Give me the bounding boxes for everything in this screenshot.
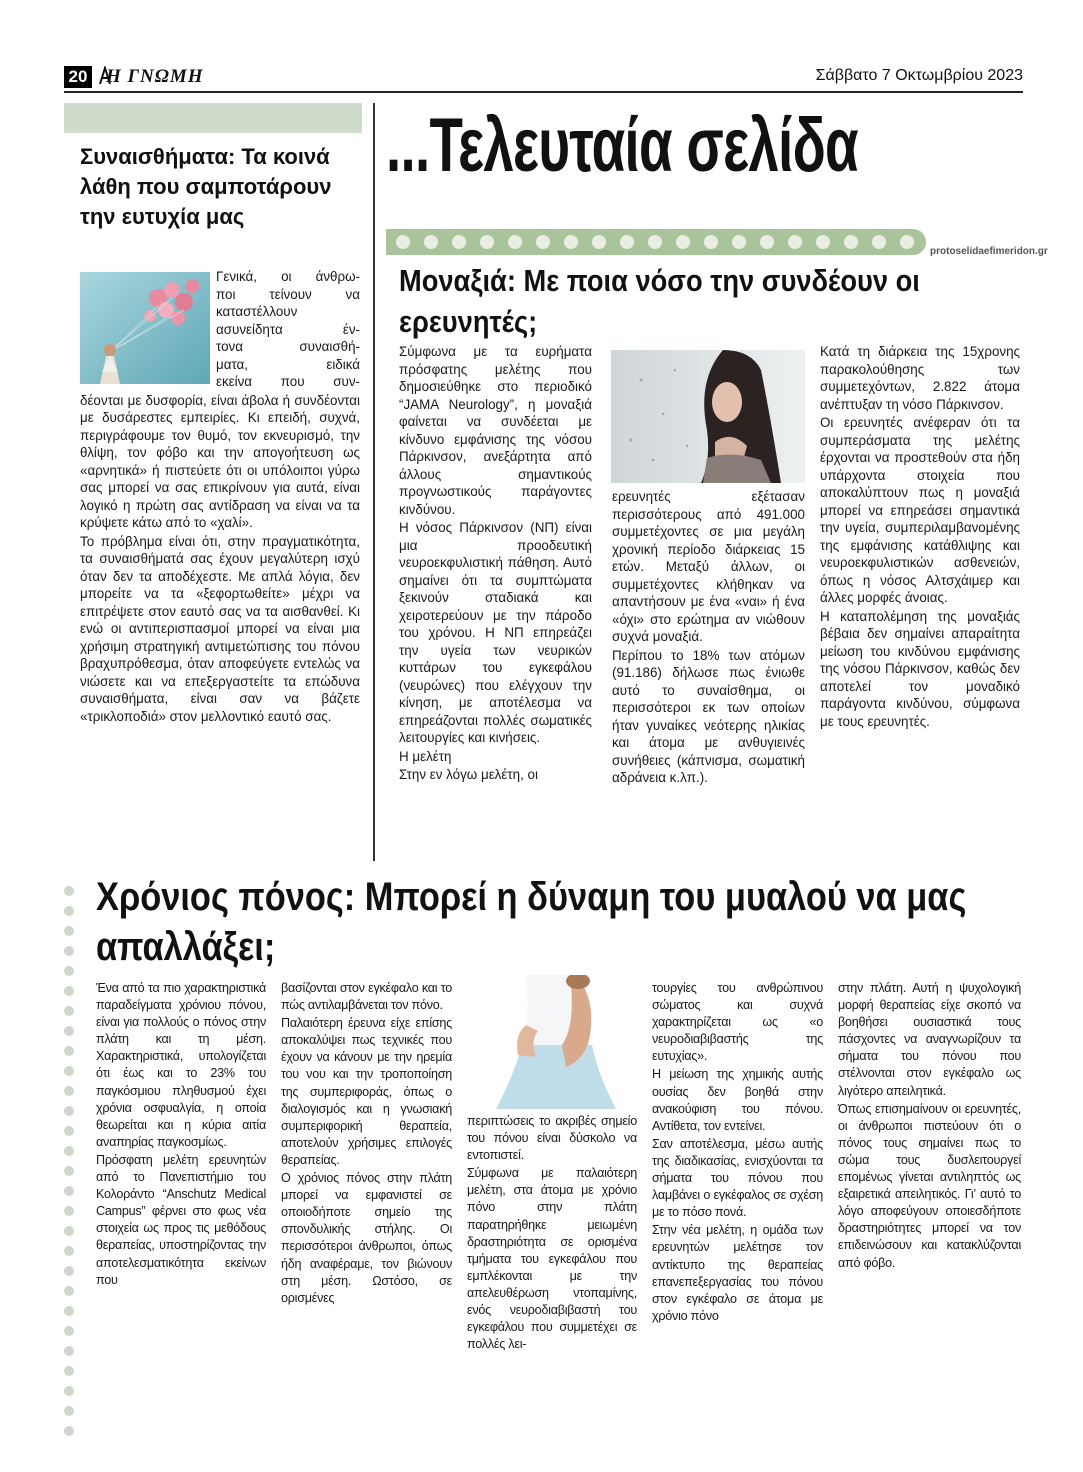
decorative-dots-column [62,880,76,1440]
pain-c5-p1: στην πλάτη. Αυτή η ψυχολογική μορφή θεραπείας είχε σκοπό να βοηθήσει ουσιαστικά τους πάσχοντες να αναγνωρίζουν τα σήματα του πόνου που στέλνονται στον εγκέφαλο ως λιγότερο απειλητικά. [838,981,1021,1098]
emotions-paragraph-3: Το πρόβλημα είναι ότι, στην πραγματικότητα, τα συναισθήματά σας έχουν μεγαλύτερη ισχύ όταν δεν τα αποδέχεστε. Με απλά λόγια, δεν μπορείτε να τα «ξεφορτωθείτε» μέχρι να επιτρέψετε στον εαυτό σας να τα αισθανθεί. Κι ενώ οι αντιπερισπασμοί μπορεί να είναι μια χρήσιμη στρατηγική αντιμετώπισης του πόνου βραχυπρόθεσμα, όταν αποφεύγετε εντελώς να νιώσετε και να επεξεργαστείτε τα επώδυνα συναισθήματα, είναι σαν να βάζετε «τρικλοποδιά» στον μελλοντικό εαυτό σας. [80,533,360,724]
loneliness-c2-p1: ερευνητές εξέτασαν περισσότερους από 491.000 συμμετέχοντες σε μια μεγάλη χρονική περίοδο διάρκειας 15 ετών. Μεταξύ άλλων, οι συμμετέχοντες κλήθηκαν να απαντήσουν με ένα «ναι» ή ένα «όχι» στο ερώτημα αν νιώθουν συχνά μοναξιά. [612,489,805,644]
loneliness-column-2 [612,488,805,787]
emotions-paragraph-2: δέονται με δυσφορία, είναι άβολα ή συνδέονται με δυσάρεστες εμπειρίες. Κι επειδή, συχνά, περιγράφουμε τον θυμό, τον εκνευρισμό, την θλίψη, τον φόβο και την απογοήτευση ως «αρνητικά» ή πιστεύετε ότι οι υπόλοιποι γύρω σας μπορεί να σας επικρίνουν για αυτά, είναι λογικό η πρώτη σας αντίδραση να είναι να τα κρύψετε κάτω από το «χαλί». [80,392,360,530]
loneliness-article-title: Μοναξιά: Με ποια νόσο την συνδέουν οι ερευνητές; [399,263,920,339]
pain-c3-p2: Σύμφωνα με παλαιότερη μελέτη, στα άτομα με χρόνιο πόνο στην πλάτη παρατηρήθηκε μειωμένη δραστηριότητα σε ορισμένα τμήματα του εγκεφάλου που εμπλέκονται με την απελευθέρωση ντοπαμίνης, ενός νευροδιαβιβαστή του εγκεφάλου που συμμετέχει σε πολλές λει- [467,1166,637,1352]
loneliness-c1-p4: Στην εν λόγω μελέτη, οι [399,767,538,782]
pain-column-4 [652,980,823,1325]
loneliness-c1-p1: Σύμφωνα με τα ευρήματα πρόσφατης μελέτης που δημοσιεύθηκε στο περιοδικό “JAMA Neurology”, η μοναξιά φαίνεται να συνδέεται με κίνδυνο εμφάνισης της νόσου Πάρκινσον, ανεξάρτητα από άλλους σημαντικούς προγνωστικούς παράγοντες κινδύνου. [399,344,592,517]
loneliness-c3-p1: Κατά τη διάρκεια της 15χρονης παρακολούθησης των συμμετεχόντων, 2.822 άτομα ανέπτυξαν τη νόσο Πάρκινσον. [820,344,1020,412]
page-number: 20 [64,66,92,88]
pain-c3-p1: περιπτώσεις το ακριβές σημείο του πόνου είναι δύσκολο να εντοπιστεί. [467,1114,637,1163]
loneliness-column-3 [820,343,1020,730]
loneliness-c2-p2: Περίπου το 18% των ατόμων (91.186) δήλωσε πως ένιωθε αυτό το συναίσθημα, οι περισσότεροι εκ των οποίων ήταν γυναίκες νεότερης ηλικίας και άτομα με ανθυγιεινές συνήθειες (κάπνισμα, σωματική αδράνεια κ.λπ.). [612,647,805,785]
decorative-dots-band [386,229,926,255]
pain-c2-p1: βασίζονται στον εγκέφαλο και το πώς αντιλαμβάνεται τον πόνο. [281,981,452,1013]
paper-name: Η ΓΝΩΜΗ [106,66,204,87]
loneliness-c1-p2: Η νόσος Πάρκινσον (ΝΠ) είναι μια προοδευτική νευροεκφυλιστική πάθηση. Αυτό σημαίνει ότι τα συμπτώματα ξεκινούν σταδιακά και χειροτερεύουν με την πάροδο του χρόνου. Η ΝΠ επηρεάζει την υγεία των νευρικών κυττάρων του εγκεφάλου (νευρώνες) που ελέγχουν την κίνηση, με αποτέλεσμα να επηρεάζονται πολλές σωματικές λειτουργίες και κινήσεις. [399,520,592,745]
pain-c1-p1: Ένα από τα πιο χαρακτηριστικά παραδείγματα χρόνιου πόνου, είναι για πολλούς ο πόνος στην πλάτη και τη μέση. Χαρακτηριστικά, υπολογίζεται ότι έως και το 23% του παγκόσμιου πληθυσμού έχει χρόνια οσφυαλγία, η οποία θεωρείται και η κύρια αιτία αναπηρίας παγκοσμίως. [96,981,266,1149]
issue-date: Σάββατο 7 Οκτωμβρίου 2023 [815,67,1023,84]
pain-column-5 [838,980,1021,1272]
pain-c2-p3: Ο χρόνιος πόνος στην πλάτη μπορεί να εμφανιστεί σε οποιοδήποτε σημείο της σπονδυλικής στήλης. Οι περισσότεροι άνθρωποι, όπως ήδη αναφέραμε, τον βιώνουν στη μέση. Ωστόσο, σε ορισμένες [281,1171,452,1305]
pain-c5-p2: Όπως επισημαίνουν οι ερευνητές, οι άνθρωποι πιστεύουν ότι ο πόνος τους σημαίνει πως το σώμα τους δυσλειτουργεί επομένως γίνεται αντιληπτός ως εξαιρετικά απειλητικός. Γι’ αυτό το λόγο αποφεύγουν οποιεσδήποτε δραστηριότητες μπορεί να τον επιδεινώσουν και κατακλύζονται από φόβο. [838,1101,1021,1270]
pain-article-title: Χρόνιος πόνος: Μπορεί η δύναμη του μυαλού να μας απαλλάξει; [96,875,967,969]
loneliness-c3-p2: Οι ερευνητές ανέφεραν ότι τα συμπεράσματα της μελέτης έρχονται να προστεθούν στα ήδη υπάρχοντα στοιχεία που αποκαλύπτουν πως η μοναξιά μπορεί να επηρεάσει σημαντικά την υγεία, συμπεριλαμβανομένης της εμφάνισης κατάθλιψης και νευροεκφυλιστικών ασθενειών, όπως η νόσος Αλτσχάιμερ και άλλες μορφές άνοιας. [820,415,1020,605]
pain-c4-p3: Σαν αποτέλεσμα, μέσω αυτής της διαδικασίας, ενισχύονται τα σήματα του πόνου που λαμβάνει ο εγκέφαλος σε σχέση με το πόσο πονά. [652,1136,823,1220]
column-divider [373,103,375,861]
woman-window-photo [611,350,805,483]
pain-c4-p1: τουργίες του ανθρώπινου σώματος και συχνά χαρακτηρίζεται ως «ο νευροδιαβιβαστής της ευτυχίας». [652,981,823,1064]
emotions-article-title: Συναισθήματα: Τα κοινά λάθη που σαμποτάρουν την ευτυχία μας [80,144,332,229]
loneliness-column-1 [399,343,592,784]
pain-c2-p2: Παλαιότερη έρευνα είχε επίσης αποκαλύψει πως τεχνικές που έχουν να κάνουν με την ηρεμία του νου και την τροποποίηση της συμπεριφοράς, όπως ο διαλογισμός και η γνωσιακή συμπεριφορική θεραπεία, αποτελούν χρήσιμες επιλογές θεραπείας. [281,1016,452,1167]
loneliness-c3-p3: Η καταπολέμηση της μοναξιάς βέβαια δεν σημαίνει απαραίτητα μείωση του κινδύνου εμφάνισης της νόσου Πάρκινσον, καθώς δεν αποτελεί τον μοναδικό παράγοντα κινδύνου, σύμφωνα με τους ερευνητές. [820,608,1020,729]
emotions-article-body [80,268,360,725]
source-watermark: protoselidaefimeridon.gr [930,246,1048,257]
pain-column-3 [467,1113,637,1353]
pain-c4-p4: Στην νέα μελέτη, η ομάδα των ερευνητών μελέτησε τον αντίκτυπο της θεραπείας επανεπεξεργασίας του πόνου στον εγκέφαλο σε άτομα με χρόνιο πόνο [652,1223,823,1323]
section-title: ...Τελευταία σελίδα [386,103,858,188]
pain-c1-p2: Πρόσφατη μελέτη ερευνητών από το Πανεπιστήμιο του Κολοράντο “Anschutz Medical Campus” φέρνει στο φως νέα στοιχεία ως προς τις μεθόδους θεραπείας, υποστηρίζοντας την αποτελεσματικότητα εκείνων που [96,1152,266,1287]
back-pain-photo [466,975,642,1109]
left-color-band [64,103,362,133]
emotions-paragraph-1: Γενικά, οι άνθρω- ποι τείνουν να καταστέλλουν ασυνείδητα έν- τονα συναισθή- ματα, ειδικά εκείνα που συν- [216,269,360,389]
loneliness-subheading: Η μελέτη [399,748,452,764]
pain-column-2 [281,980,452,1307]
header-divider [64,91,1023,93]
pain-column-1 [96,980,266,1289]
pain-c4-p2: Η μείωση της χημικής αυτής ουσίας δεν βοηθά στην ανακούφιση του πόνου. Αντίθετα, τον εντείνει. [652,1067,823,1133]
